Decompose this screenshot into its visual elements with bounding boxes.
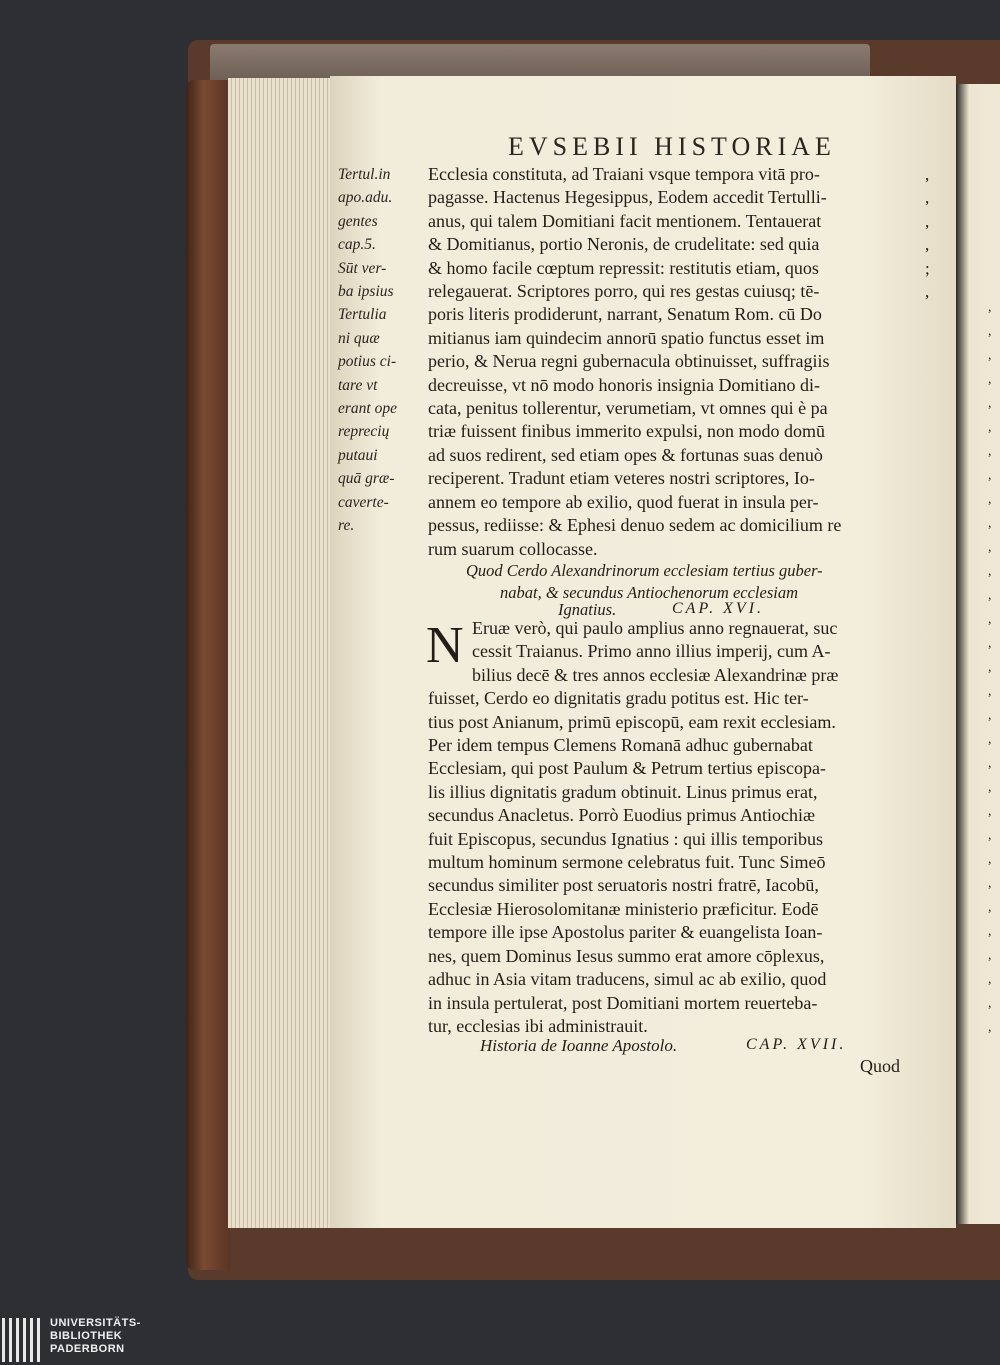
facing-page-mark: , (988, 372, 992, 387)
margin-note-line: potius ci- (338, 353, 397, 371)
margin-note-line: reprecių (338, 423, 390, 441)
facing-page-mark: , (988, 756, 992, 771)
chapter-text-line: tempore ille ipse Apostolus pariter & euangelista Ioan- (428, 922, 823, 943)
chapter-text-line: bilius decē & tres annos ecclesiæ Alexandrinæ præ (472, 664, 839, 685)
facing-page-mark: , (988, 396, 992, 411)
facing-page-mark: , (988, 1020, 992, 1035)
library-logo-icon (2, 1318, 42, 1362)
facing-page-mark: , (988, 660, 992, 675)
body-text-line: cata, penitus tollerentur, verumetiam, vt omnes qui è pa (428, 398, 828, 419)
facing-page-mark: , (988, 516, 992, 531)
facing-page-mark: , (988, 564, 992, 579)
body-text (428, 163, 940, 561)
chapter-xvi-text (428, 617, 940, 1038)
facing-page-edge (956, 84, 1000, 1224)
facing-page-mark: , (988, 972, 992, 987)
book-spine (186, 80, 230, 1270)
side-mark: , (925, 235, 930, 255)
margin-note-line: ni quæ (338, 329, 380, 347)
margin-note-line: Sūt ver- (338, 259, 387, 277)
chapter-text-line: tius post Anianum, primū episcopū, eam rexit ecclesiam. (428, 711, 836, 732)
facing-page-mark: , (988, 780, 992, 795)
facing-page-mark: , (988, 924, 992, 939)
facing-page-mark: , (988, 492, 992, 507)
body-text-line: & homo facile cœptum repressit: restitutis etiam, quos (428, 257, 819, 278)
body-text-line: decreuisse, vt nō modo honoris insignia Domitiano di- (428, 374, 820, 395)
facing-page-mark: , (988, 420, 992, 435)
margin-note-line: tare vt (338, 376, 378, 394)
chapter-text-line: adhuc in Asia vitam traducens, simul ac ab exilio, quod (428, 969, 827, 990)
margin-note-line: ba ipsius (338, 283, 394, 301)
chapter-text-line: secundus similiter post seruatoris nostri fratrē, Iacobū, (428, 875, 819, 896)
chapter-text-line: Eruæ verò, qui paulo amplius anno regnauerat, suc (472, 618, 838, 638)
body-text-line: pagasse. Hactenus Hegesippus, Eodem accedit Tertulli- (428, 187, 827, 208)
facing-page-mark: , (988, 804, 992, 819)
margin-notes (338, 163, 424, 538)
chapter-text-line: fuit Episcopus, secundus Ignatius : qui illis temporibus (428, 828, 823, 849)
body-text-line: anus, qui talem Domitiani facit mentionem. Tentauerat (428, 210, 822, 231)
side-mark: ; (925, 258, 930, 278)
facing-page-mark: , (988, 468, 992, 483)
side-mark: , (925, 165, 930, 184)
library-logo (0, 1312, 160, 1365)
side-mark: , (925, 188, 930, 208)
chapter-text-line: lis illius dignitatis gradum obtinuit. Linus primus erat, (428, 781, 818, 802)
body-text-line: rum suarum collocasse. (428, 538, 598, 559)
facing-page-mark: , (988, 444, 992, 459)
chapter-text-line: fuisset, Cerdo eo dignitatis gradu potitus est. Hic ter- (428, 688, 809, 709)
side-mark: , (925, 282, 930, 302)
chapter-heading-xvii: Historia de Ioanne Apostolo. (480, 1036, 678, 1055)
logo-line-3: PADERBORN (50, 1343, 125, 1355)
side-mark: , (925, 211, 930, 231)
margin-note-line: Tertul.in (338, 166, 391, 183)
margin-note-line: putaui (338, 446, 378, 464)
body-text-line: pessus, rediisse: & Ephesi denuo sedem ac domicilium re (428, 515, 842, 536)
facing-page-mark: , (988, 636, 992, 651)
body-text-line: reciperent. Tradunt etiam veteres nostri scriptores, Io- (428, 468, 815, 489)
logo-line-1: UNIVERSITÄTS- (50, 1317, 141, 1329)
library-logo-text (50, 1317, 141, 1356)
chapter-heading-line-1: Quod Cerdo Alexandrinorum ecclesiam tertius guber- (466, 561, 823, 580)
facing-page-mark: , (988, 588, 992, 603)
side-punctuation (925, 163, 945, 303)
body-text-line: & Domitianus, portio Neronis, de crudelitate: sed quia (428, 234, 820, 255)
margin-note-line: gentes (338, 212, 378, 230)
facing-page-mark: , (988, 732, 992, 747)
chapter-text-line: tur, ecclesias ibi administrauit. (428, 1015, 648, 1036)
facing-page-mark: , (988, 948, 992, 963)
margin-note-line: quā græ- (338, 470, 395, 488)
chapter-heading-line-3: Ignatius. (558, 600, 617, 619)
margin-note-line: cap.5. (338, 236, 376, 254)
chapter-text-line: in insula pertulerat, post Domitiani mortem reuerteba- (428, 992, 818, 1013)
chapter-text-line: multum hominum sermone celebratus fuit. Tunc Simeō (428, 852, 826, 873)
facing-page-mark: , (988, 996, 992, 1011)
facing-page-mark: , (988, 612, 992, 627)
facing-page-mark: , (988, 900, 992, 915)
body-text-line: ad suos redirent, sed etiam opes & fortunas suas denuò (428, 444, 823, 465)
chapter-text-line: Per idem tempus Clemens Romanā adhuc gubernabat (428, 735, 813, 756)
running-head: EVSEBII HISTORIAE (508, 132, 836, 161)
body-text-line: triæ fuissent finibus immerito expulsi, non modo domū (428, 421, 825, 442)
body-text-line: perio, & Nerua regni gubernacula obtinuisset, suffragiis (428, 351, 830, 372)
body-text-line: annem eo tempore ab exilio, quod fuerat in insula per- (428, 491, 819, 512)
chapter-text-line: nes, quem Dominus Iesus summo erat amore cōplexus, (428, 945, 825, 966)
drop-cap: N (426, 617, 464, 674)
catchword: Quod (860, 1056, 900, 1076)
logo-line-2: BIBLIOTHEK (50, 1330, 123, 1342)
body-text-line: relegauerat. Scriptores porro, qui res gestas cuiusq; tē- (428, 281, 820, 302)
facing-page-mark: , (988, 324, 992, 339)
chapter-text-line: cessit Traianus. Primo anno illius imperij, cum A- (472, 641, 831, 662)
chapter-number-xvi: CAP. XVI. (672, 600, 765, 617)
facing-page-mark: , (988, 852, 992, 867)
facing-page-mark: , (988, 348, 992, 363)
margin-note-line: caverte- (338, 493, 389, 511)
facing-page-mark: , (988, 300, 992, 315)
chapter-heading-line-2: nabat, & secundus Antiochenorum ecclesiam (500, 583, 799, 602)
facing-page-mark: , (988, 708, 992, 723)
body-text-line: poris literis prodiderunt, narrant, Senatum Rom. cū Do (428, 304, 822, 325)
chapter-number-xvii: CAP. XVII. (746, 1036, 847, 1053)
margin-note-line: erant ope (338, 400, 397, 418)
chapter-text-line: secundus Anacletus. Porrò Euodius primus Antiochiæ (428, 805, 815, 826)
margin-note-line: Tertulia (338, 306, 387, 324)
body-text-line: mitianus iam quindecim annorū spatio functus esset im (428, 327, 825, 348)
margin-note-line: re. (338, 517, 355, 535)
facing-page-mark: , (988, 876, 992, 891)
chapter-text-line: Ecclesiam, qui post Paulum & Petrum tertius episcopa- (428, 758, 826, 779)
page-stack-edge (228, 78, 333, 1228)
body-text-line: Ecclesia constituta, ad Traiani vsque tempora vitā pro- (428, 164, 820, 184)
chapter-text-line: Ecclesiæ Hierosolomitanæ ministerio præficitur. Eodē (428, 898, 819, 919)
facing-page-mark: , (988, 684, 992, 699)
facing-page-mark: , (988, 540, 992, 555)
margin-note-line: apo.adu. (338, 189, 393, 207)
facing-page-mark: , (988, 828, 992, 843)
